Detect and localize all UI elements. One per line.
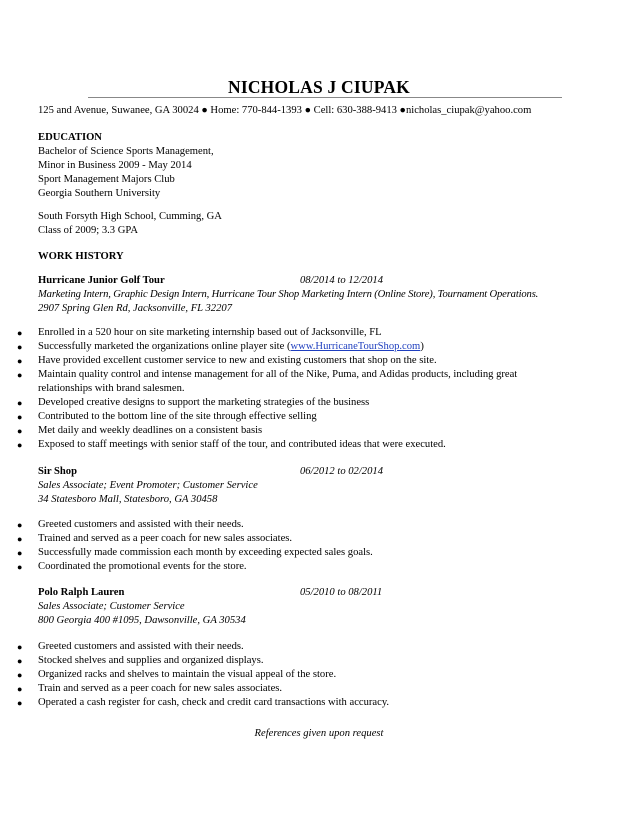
education-line: Minor in Business 2009 - May 2014 <box>38 160 192 171</box>
list-item: ● Greeted customers and assisted with their needs. <box>17 641 244 652</box>
job-dates: 05/2010 to 08/2011 <box>300 587 383 598</box>
education-heading: EDUCATION <box>38 132 102 143</box>
work-history-heading: WORK HISTORY <box>38 251 124 262</box>
job-employer: Sir Shop <box>38 466 77 477</box>
education-line: Georgia Southern University <box>38 188 161 199</box>
job-title: Sales Associate; Customer Service <box>38 601 185 612</box>
list-item: ● Successfully marketed the organizations online player site (www.HurricaneTourShop.com) <box>17 341 424 352</box>
job-employer: Polo Ralph Lauren <box>38 587 125 598</box>
list-item: ● Trained and served as a peer coach for new sales associates. <box>17 533 293 544</box>
list-item: ● Organized racks and shelves to maintain the visual appeal of the store. <box>17 669 337 680</box>
list-item: ● Coordinated the promotional events for the store. <box>17 561 247 572</box>
job-address: 800 Georgia 400 #1095, Dawsonville, GA 30534 <box>38 615 246 626</box>
job-title: Sales Associate; Event Promoter; Customer Service <box>38 480 258 491</box>
list-item: ● Successfully made commission each month by exceeding expected sales goals. <box>17 547 373 558</box>
education-line: Bachelor of Science Sports Management, <box>38 146 214 157</box>
education-line: Sport Management Majors Club <box>38 174 175 185</box>
job-address: 2907 Spring Glen Rd, Jacksonville, FL 32207 <box>38 303 232 314</box>
list-item: ● Stocked shelves and supplies and organized displays. <box>17 655 264 666</box>
job-sir-shop <box>38 465 618 507</box>
job-dates: 08/2014 to 12/2014 <box>300 275 383 286</box>
list-item: ● Greeted customers and assisted with their needs. <box>17 519 244 530</box>
education-line: Class of 2009; 3.3 GPA <box>38 225 138 236</box>
list-item: ● Met daily and weekly deadlines on a consistent basis <box>17 425 263 436</box>
job-employer: Hurricane Junior Golf Tour <box>38 275 165 286</box>
job-bullets <box>0 326 638 452</box>
list-item: ● Operated a cash register for cash, check and credit card transactions with accuracy. <box>17 697 390 708</box>
hurricane-tour-shop-link[interactable]: www.HurricaneTourShop.com <box>290 341 421 352</box>
header-rule <box>88 97 562 98</box>
list-item: ● Have provided excellent customer service to new and existing customers that shop on the site. <box>17 355 437 366</box>
references-note: References given upon request <box>254 728 384 739</box>
resume-name: NICHOLAS J CIUPAK <box>228 77 410 97</box>
list-item: ● Exposed to staff meetings with senior staff of the tour, and contributed ideas that were executed. <box>17 439 446 450</box>
list-item: ● Enrolled in a 520 hour on site marketing internship based out of Jacksonville, FL <box>17 327 382 338</box>
contact-line: 125 and Avenue, Suwanee, GA 30024 ● Home: 770-844-1393 ● Cell: 630-388-9413 ●nicholas_ciupak@yahoo.com <box>38 105 532 116</box>
list-item: ● Train and served as a peer coach for new sales associates. <box>17 683 283 694</box>
list-item: ● Developed creative designs to support the marketing strategies of the business <box>17 397 370 408</box>
job-dates: 06/2012 to 02/2014 <box>300 466 383 477</box>
education-section <box>38 131 618 238</box>
job-hurricane <box>38 274 618 316</box>
list-item: ● Maintain quality control and intense management for all of the Nike, Puma, and Adidas products, including great relationships with brand salesmen. <box>17 369 518 394</box>
list-item: ● Contributed to the bottom line of the site through effective selling <box>17 411 317 422</box>
job-address: 34 Statesboro Mall, Statesboro, GA 30458 <box>38 494 218 505</box>
job-title: Marketing Intern, Graphic Design Intern, Hurricane Tour Shop Marketing Intern (Online Store), Tournament Operations. <box>38 289 539 300</box>
education-line: South Forsyth High School, Cumming, GA <box>38 211 222 222</box>
job-polo-ralph-lauren <box>38 586 618 628</box>
job-bullets <box>0 640 638 710</box>
job-bullets <box>0 518 638 574</box>
